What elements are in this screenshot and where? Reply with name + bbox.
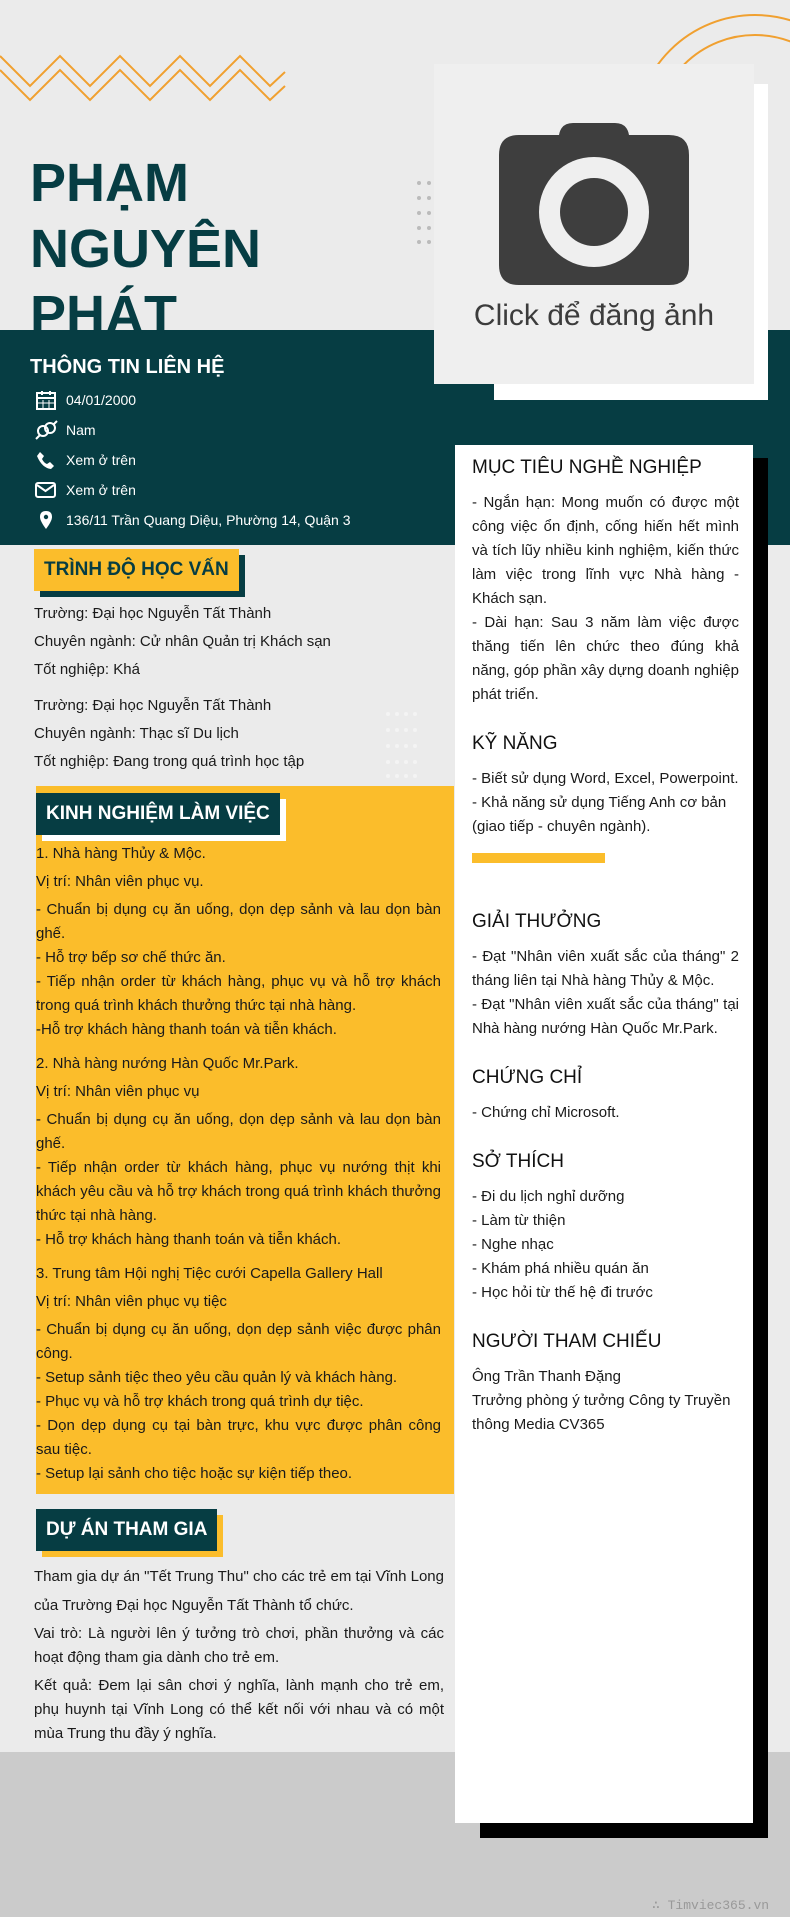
hobbies-title: SỞ THÍCH	[472, 1151, 564, 1172]
gender-icon	[34, 420, 58, 440]
gender-value: Nam	[66, 422, 96, 438]
photo-upload-label: Click để đăng ảnh	[473, 299, 715, 332]
objective-title: MỤC TIÊU NGHỀ NGHIỆP	[472, 457, 702, 478]
education-line: Trường: Đại học Nguyễn Tất Thành	[34, 605, 272, 622]
education-title: TRÌNH ĐỘ HỌC VẤN	[34, 549, 239, 591]
hobby-line: - Làm từ thiện	[472, 1212, 566, 1229]
project-line: Vai trò: Là người lên ý tưởng trò chơi, phần thưởng và các hoạt động tham gia dành cho trẻ em.	[34, 1625, 444, 1666]
hobby-line: - Nghe nhạc	[472, 1236, 554, 1253]
job-duty: - Setup lại sảnh cho tiệc hoặc sự kiện tiếp theo.	[36, 1465, 353, 1482]
photo-upload[interactable]	[434, 64, 754, 384]
award-line: - Đạt "Nhân viên xuất sắc của tháng" tại Nhà hàng nướng Hàn Quốc Mr.Park.	[472, 996, 739, 1037]
job-position: Vị trí: Nhân viên phục vụ	[36, 1083, 200, 1100]
email-row	[34, 480, 136, 500]
certificate-line: - Chứng chỉ Microsoft.	[472, 1104, 620, 1121]
watermark: ∴ Timviec365.vn	[652, 1898, 770, 1913]
reference-line: Ông Trần Thanh Đặng	[472, 1368, 621, 1385]
camera-icon	[499, 115, 689, 285]
projects-title: DỰ ÁN THAM GIA	[36, 1509, 217, 1551]
reference-section	[472, 1331, 739, 1437]
award-line: - Đạt "Nhân viên xuất sắc của tháng" 2 tháng liên tại Nhà hàng Thủy & Mộc.	[472, 948, 739, 989]
address-row	[34, 510, 350, 530]
job-duty: - Tiếp nhận order từ khách hàng, phục vụ nướng thịt khi khách yêu cầu và hỗ trợ khách trong quá trình khách thưởng thức tại nhà hàng.	[36, 1159, 441, 1224]
experience-content	[36, 842, 441, 1486]
calendar-icon	[34, 390, 58, 410]
job-title: 1. Nhà hàng Thủy & Mộc.	[36, 845, 206, 862]
objective-line: - Ngắn hạn: Mong muốn có được một công việc ổn định, cống hiến hết mình và tích lũy nhiều kinh nghiệm, kiến thức làm việc trong lĩnh vực Nhà hàng - Khách sạn.	[472, 494, 739, 607]
reference-line: Trưởng phòng ý tưởng Công ty Truyền thông Media CV365	[472, 1392, 731, 1433]
education-line: Tốt nghiệp: Đang trong quá trình học tập	[34, 753, 305, 770]
job-duty: - Phục vụ và hỗ trợ khách trong quá trình dự tiệc.	[36, 1393, 364, 1410]
awards-section	[472, 911, 739, 1041]
zigzag-decoration	[0, 36, 290, 106]
job-duty: - Hỗ trợ khách hàng thanh toán và tiễn khách.	[36, 1231, 342, 1248]
certificates-section	[472, 1067, 739, 1125]
job-duty: -Hỗ trợ khách hàng thanh toán và tiễn khách.	[36, 1021, 337, 1038]
phone-value: Xem ở trên	[66, 452, 136, 468]
dots-decoration	[385, 710, 421, 780]
job-duty: - Dọn dẹp dụng cụ tại bàn trực, khu vực được phân công sau tiệc.	[36, 1417, 441, 1458]
education-block-1	[34, 600, 454, 684]
skill-line: - Khả năng sử dụng Tiếng Anh cơ bản (giao tiếp - chuyên ngành).	[472, 794, 727, 835]
education-line: Chuyên ngành: Thạc sĩ Du lịch	[34, 725, 239, 742]
education-line: Trường: Đại học Nguyễn Tất Thành	[34, 697, 272, 714]
name-line: NGUYÊN	[30, 219, 262, 279]
awards-title: GIẢI THƯỞNG	[472, 911, 602, 932]
name-line: PHẠM	[30, 153, 189, 213]
address-value: 136/11 Trần Quang Diệu, Phường 14, Quận 3	[66, 512, 351, 528]
phone-icon	[34, 450, 58, 470]
birthday-value: 04/01/2000	[66, 392, 137, 408]
dots-decoration	[415, 178, 435, 248]
gender-row	[34, 420, 96, 440]
reference-title: NGƯỜI THAM CHIẾU	[472, 1331, 662, 1352]
name-line: PHÁT	[30, 285, 177, 345]
hobby-line: - Học hỏi từ thế hệ đi trước	[472, 1284, 653, 1301]
email-value: Xem ở trên	[66, 482, 136, 498]
projects-content	[34, 1562, 444, 1746]
contact-title: THÔNG TIN LIÊN HỆ	[30, 356, 225, 378]
education-line: Chuyên ngành: Cử nhân Quản trị Khách sạn	[34, 633, 331, 650]
project-line: Kết quả: Đem lại sân chơi ý nghĩa, lành mạnh cho trẻ em, phụ huynh tại Vĩnh Long có thể kết nối với nhau và có một mùa Trung thu đầy ý nghĩa.	[34, 1677, 444, 1742]
job-duty: - Chuẩn bị dụng cụ ăn uống, dọn dẹp sảnh và lau dọn bàn ghế.	[36, 901, 441, 942]
skill-line: - Biết sử dụng Word, Excel, Powerpoint.	[472, 770, 739, 787]
job-duty: - Chuẩn bị dụng cụ ăn uống, dọn dẹp sảnh việc được phân công.	[36, 1321, 441, 1362]
email-icon	[34, 480, 58, 500]
location-pin-icon	[34, 510, 58, 530]
candidate-name	[30, 150, 261, 348]
job-duty: - Tiếp nhận order từ khách hàng, phục vụ và hỗ trợ khách trong quá trình khách thưởng thức tại nhà hàng.	[36, 973, 441, 1014]
birthday-row	[34, 390, 136, 410]
hobby-line: - Khám phá nhiều quán ăn	[472, 1260, 649, 1277]
right-column	[455, 445, 753, 1823]
hobbies-section	[472, 1151, 739, 1305]
job-duty: - Setup sảnh tiệc theo yêu cầu quản lý và khách hàng.	[36, 1369, 398, 1386]
job-title: 3. Trung tâm Hội nghị Tiệc cưới Capella Gallery Hall	[36, 1265, 383, 1282]
objective-line: - Dài hạn: Sau 3 năm làm việc được thăng tiến lên chức theo đúng khả năng, góp phần xây dựng doanh nghiệp phát triển.	[472, 614, 739, 703]
job-duty: - Hỗ trợ bếp sơ chế thức ăn.	[36, 949, 226, 966]
project-line: Tham gia dự án "Tết Trung Thu" cho các trẻ em tại Vĩnh Long của Trường Đại học Nguyễn Tất Thành tổ chức.	[34, 1568, 444, 1614]
phone-row	[34, 450, 136, 470]
job-position: Vị trí: Nhân viên phục vụ.	[36, 873, 204, 890]
certificates-title: CHỨNG CHỈ	[472, 1067, 583, 1088]
skills-title: KỸ NĂNG	[472, 733, 558, 754]
experience-title: KINH NGHIỆM LÀM VIỆC	[36, 793, 280, 835]
hobby-line: - Đi du lịch nghỉ dưỡng	[472, 1188, 625, 1205]
job-title: 2. Nhà hàng nướng Hàn Quốc Mr.Park.	[36, 1055, 299, 1072]
job-position: Vị trí: Nhân viên phục vụ tiệc	[36, 1293, 227, 1310]
skill-level-bar	[472, 853, 605, 863]
objective-section	[472, 457, 739, 707]
education-line: Tốt nghiệp: Khá	[34, 661, 140, 678]
skills-section	[472, 733, 739, 863]
job-duty: - Chuẩn bị dụng cụ ăn uống, dọn dẹp sảnh và lau dọn bàn ghế.	[36, 1111, 441, 1152]
